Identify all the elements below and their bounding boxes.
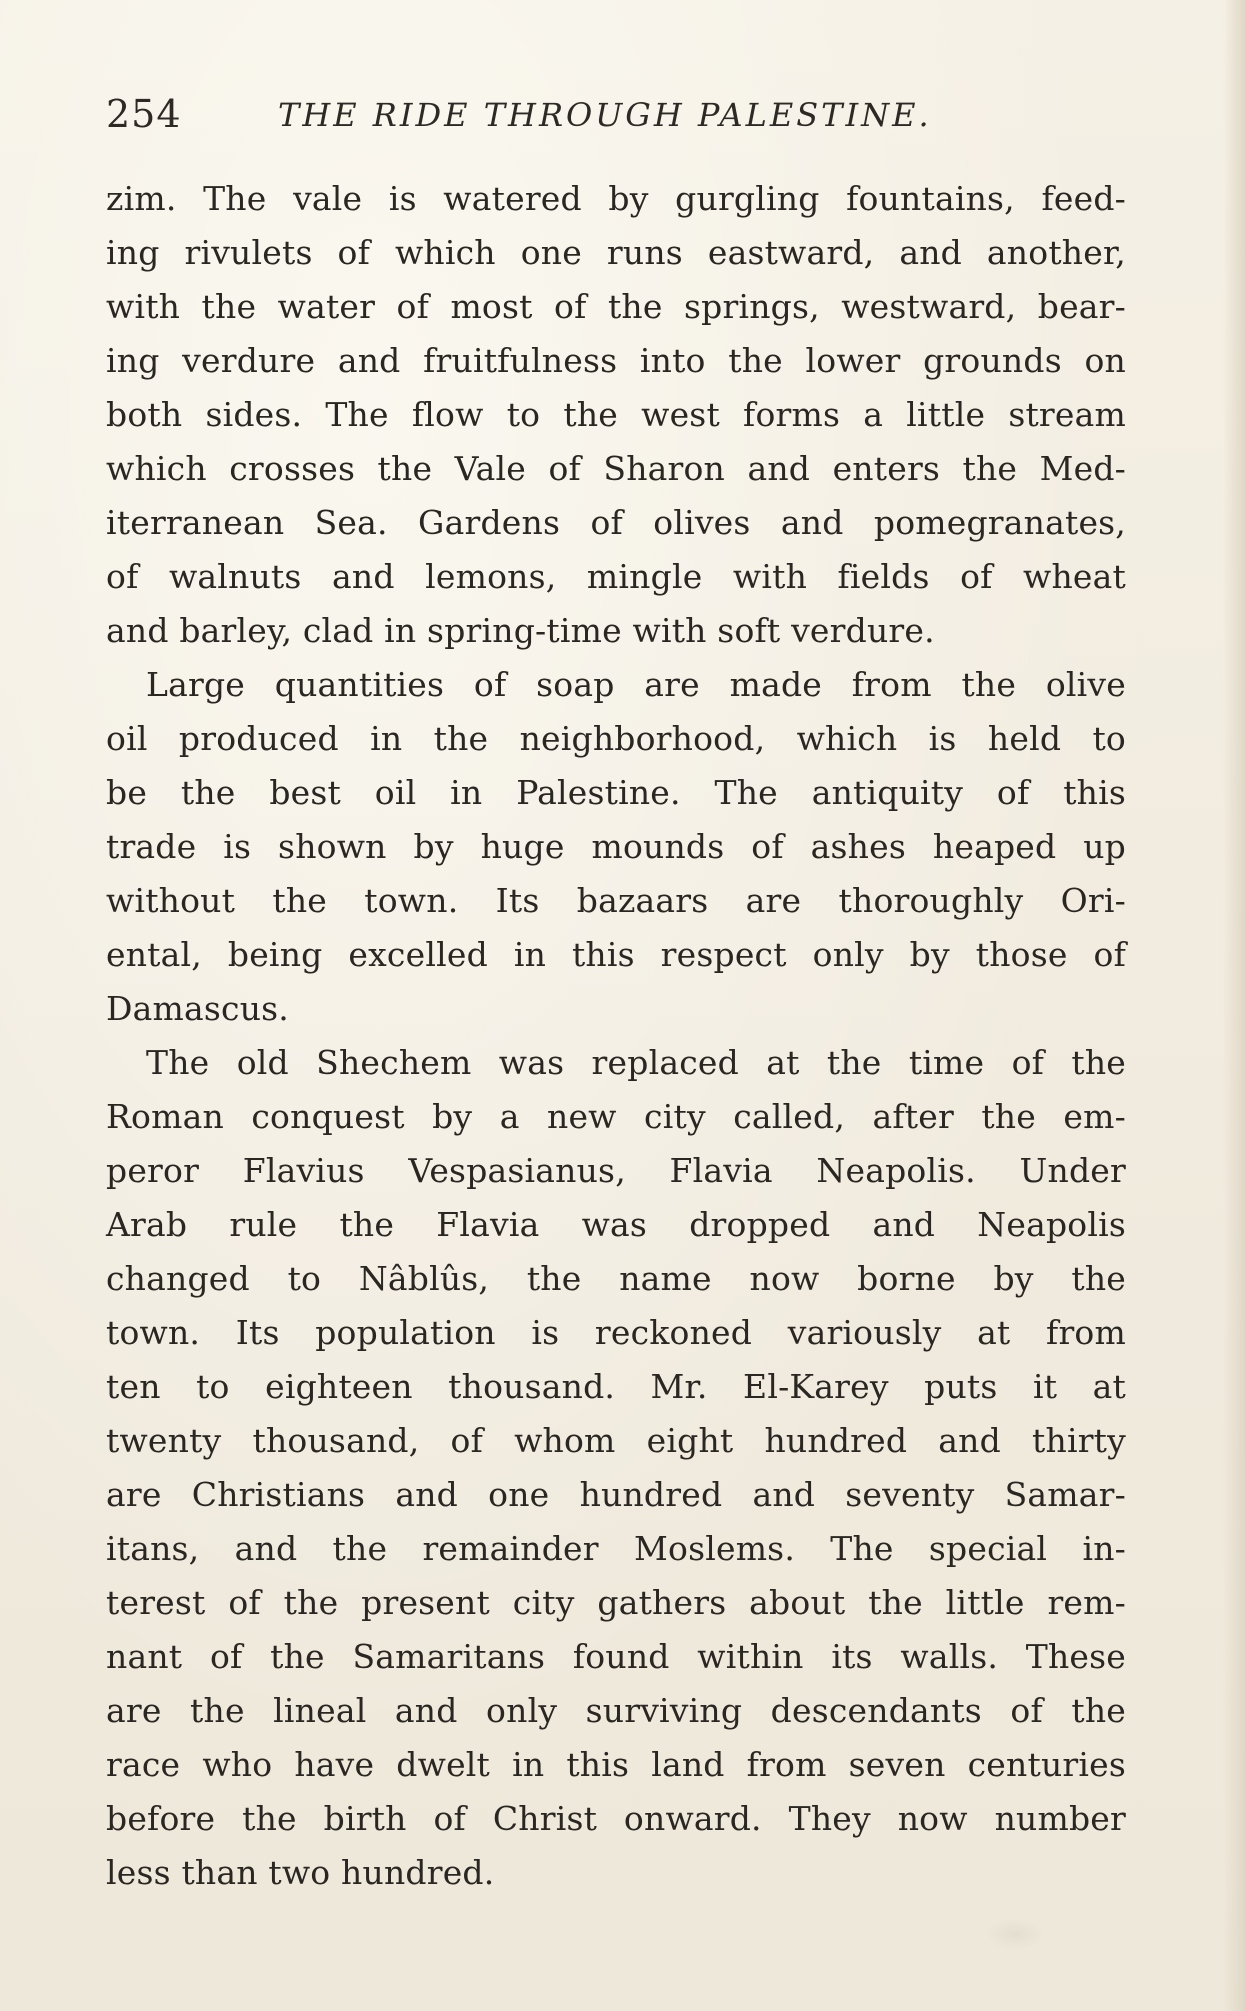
text-line: changed to Nâblûs, the name now borne by the: [106, 1259, 1126, 1298]
text-line: zim. The vale is watered by gurgling fountains, feed-: [106, 179, 1126, 218]
text-line: town. Its population is reckoned variously at from: [106, 1313, 1126, 1352]
paragraph-1: [106, 172, 1126, 658]
paper-smudge: [985, 1917, 1045, 1951]
text-line: ten to eighteen thousand. Mr. El-Karey puts it at: [106, 1367, 1126, 1406]
text-line: ental, being excelled in this respect only by those of: [106, 935, 1126, 974]
text-line: iterranean Sea. Gardens of olives and pomegranates,: [106, 503, 1126, 542]
text-line: peror Flavius Vespasianus, Flavia Neapolis. Under: [106, 1151, 1126, 1190]
text-line: of walnuts and lemons, mingle with fields of wheat: [106, 557, 1126, 596]
text-line: are Christians and one hundred and seventy Samar-: [106, 1475, 1126, 1514]
text-line: terest of the present city gathers about the little rem-: [106, 1583, 1126, 1622]
text-line: itans, and the remainder Moslems. The special in-: [106, 1529, 1126, 1568]
text-line: Roman conquest by a new city called, after the em-: [106, 1097, 1126, 1136]
text-line: The old Shechem was replaced at the time of the: [146, 1043, 1126, 1082]
text-line: Large quantities of soap are made from the olive: [146, 665, 1126, 704]
text-line: ing verdure and fruitfulness into the lower grounds on: [106, 341, 1126, 380]
text-line: twenty thousand, of whom eight hundred and thirty: [106, 1421, 1126, 1460]
text-line: nant of the Samaritans found within its walls. These: [106, 1637, 1126, 1676]
text-line: ing rivulets of which one runs eastward, and another,: [106, 233, 1126, 272]
running-title: THE RIDE THROUGH PALESTINE.: [278, 96, 932, 134]
body-text: [106, 172, 1126, 1900]
page-number: 254: [106, 92, 182, 136]
paragraph-3: [106, 1036, 1126, 1900]
text-line: without the town. Its bazaars are thoroughly Ori-: [106, 881, 1126, 920]
text-line: with the water of most of the springs, westward, bear-: [106, 287, 1126, 326]
text-line: both sides. The flow to the west forms a little stream: [106, 395, 1126, 434]
text-line: trade is shown by huge mounds of ashes heaped up: [106, 827, 1126, 866]
text-line: race who have dwelt in this land from seven centuries: [106, 1745, 1126, 1784]
text-line: are the lineal and only surviving descendants of the: [106, 1691, 1126, 1730]
text-line: be the best oil in Palestine. The antiquity of this: [106, 773, 1126, 812]
text-line: Arab rule the Flavia was dropped and Neapolis: [106, 1205, 1126, 1244]
text-line: Damascus.: [106, 989, 289, 1028]
text-line: before the birth of Christ onward. They now number: [106, 1799, 1126, 1838]
text-line: which crosses the Vale of Sharon and enters the Med-: [106, 449, 1126, 488]
text-line: oil produced in the neighborhood, which is held to: [106, 719, 1126, 758]
running-head: [106, 92, 1126, 148]
text-line: and barley, clad in spring-time with soft verdure.: [106, 611, 935, 650]
paragraph-2: [106, 658, 1126, 1036]
text-line: less than two hundred.: [106, 1853, 495, 1892]
